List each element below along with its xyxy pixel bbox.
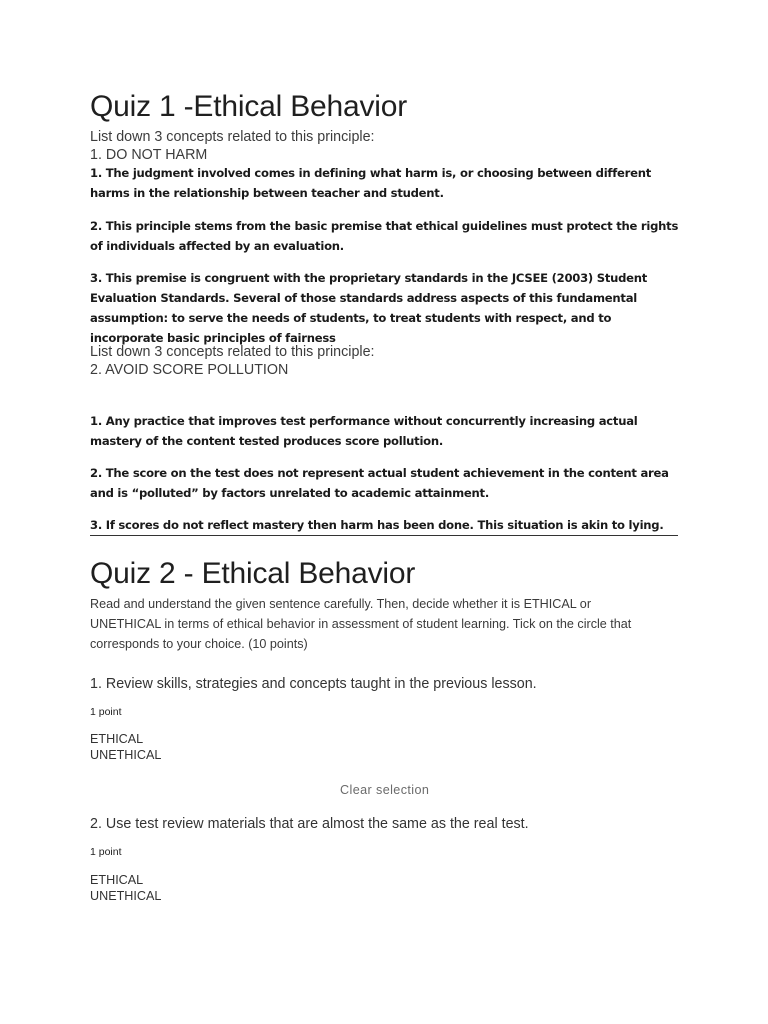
question-1-option-ethical[interactable]: ETHICAL	[90, 732, 144, 746]
quiz1-section1-principle: 1. DO NOT HARM	[90, 147, 208, 163]
question-2-option-unethical[interactable]: UNETHICAL	[90, 889, 162, 903]
question-1-option-unethical[interactable]: UNETHICAL	[90, 748, 162, 762]
question-2-points: 1 point	[90, 846, 122, 858]
quiz1-section2-item-3: 3. If scores do not reflect mastery then harm has been done. This situation is akin to lying.	[90, 518, 664, 532]
question-1-text: 1. Review skills, strategies and concepts taught in the previous lesson.	[90, 676, 537, 692]
quiz1-section2-prompt: List down 3 concepts related to this principle:	[90, 344, 375, 360]
question-2-option-ethical[interactable]: ETHICAL	[90, 873, 144, 887]
quiz1-section1-item-3: 3. This premise is congruent with the proprietary standards in the JCSEE (2003) Student Evaluation Standards. Several of those standards address aspects of this fundamental assumption: to serve the needs of students, to treat students with respect, and to incorporate basic principles of fairness	[90, 271, 648, 345]
quiz1-section1-item-2: 2. This principle stems from the basic premise that ethical guidelines must protect the rights of individuals affected by an evaluation.	[90, 219, 679, 253]
quiz1-section2-principle: 2. AVOID SCORE POLLUTION	[90, 362, 289, 378]
quiz1-section1-prompt: List down 3 concepts related to this principle:	[90, 129, 375, 145]
quiz2-instructions: Read and understand the given sentence carefully. Then, decide whether it is ETHICAL or UNETHICAL in terms of ethical behavior in assessment of student learning. Tick on the circle that corresponds to your choice. (10 points)	[90, 597, 632, 651]
section-divider	[90, 535, 678, 536]
quiz1-section1-item-1: 1. The judgment involved comes in defining what harm is, or choosing between different harms in the relationship between teacher and student.	[90, 166, 651, 200]
question-2-text: 2. Use test review materials that are almost the same as the real test.	[90, 816, 529, 832]
quiz2-title: Quiz 2 - Ethical Behavior	[90, 557, 416, 590]
quiz1-section2-item-2: 2. The score on the test does not represent actual student achievement in the content area and is “polluted” by factors unrelated to academic attainment.	[90, 466, 669, 500]
quiz1-title: Quiz 1 -Ethical Behavior	[90, 90, 408, 123]
quiz1-section2-item-1: 1. Any practice that improves test performance without concurrently increasing actual mastery of the content tested produces score pollution.	[90, 414, 638, 448]
question-1-points: 1 point	[90, 706, 122, 718]
clear-selection-button[interactable]: Clear selection	[340, 783, 430, 797]
